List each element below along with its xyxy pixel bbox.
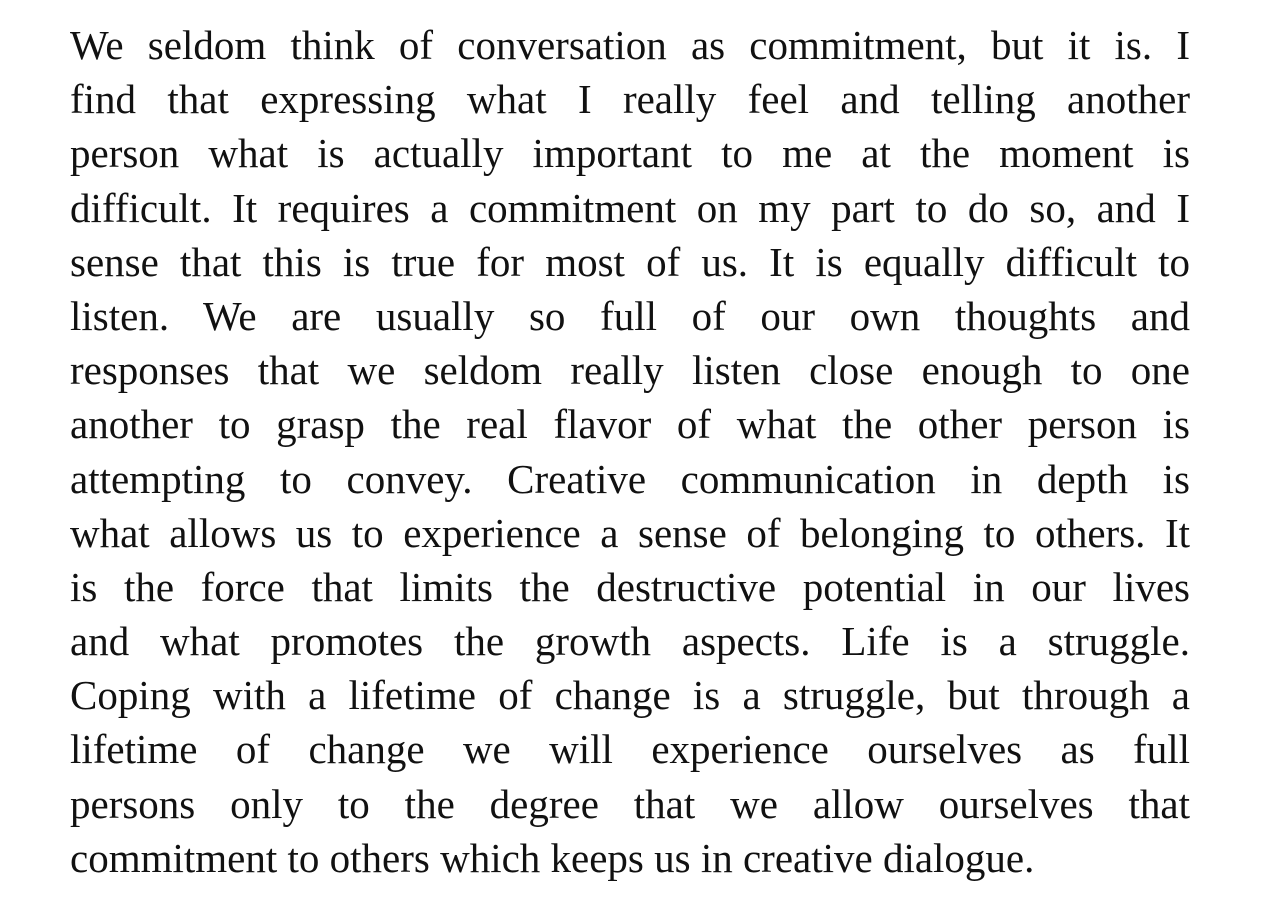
paragraph-line: responses that we seldom really listen close enough to one (70, 347, 1190, 394)
paragraph-line: is the force that limits the destructive potential in our lives (70, 563, 1190, 610)
paragraph-line: sense that this is true for most of us. It is equally difficult to (70, 238, 1190, 285)
paragraph-line: person what is actually important to me at the moment is (70, 130, 1190, 177)
paragraph-line: persons only to the degree that we allow ourselves that (70, 780, 1190, 827)
paragraph-line: listen. We are usually so full of our own thoughts and (70, 292, 1190, 339)
document-page (70, 18, 1190, 885)
paragraph-line: commitment to others which keeps us in creative dialogue. (70, 834, 1035, 881)
paragraph-line: difficult. It requires a commitment on my part to do so, and I (70, 184, 1190, 231)
paragraph-line: find that expressing what I really feel and telling another (70, 76, 1190, 123)
paragraph-line: attempting to convey. Creative communication in depth is (70, 455, 1190, 502)
paragraph-line: another to grasp the real flavor of what the other person is (70, 401, 1190, 448)
paragraph-line: lifetime of change we will experience ourselves as full (70, 726, 1190, 773)
paragraph-line: Coping with a lifetime of change is a struggle, but through a (70, 672, 1190, 719)
paragraph-line: We seldom think of conversation as commitment, but it is. I (70, 22, 1190, 68)
body-paragraph (70, 18, 1190, 885)
paragraph-line: and what promotes the growth aspects. Life is a struggle. (70, 618, 1190, 665)
paragraph-line: what allows us to experience a sense of belonging to others. It (70, 509, 1190, 556)
